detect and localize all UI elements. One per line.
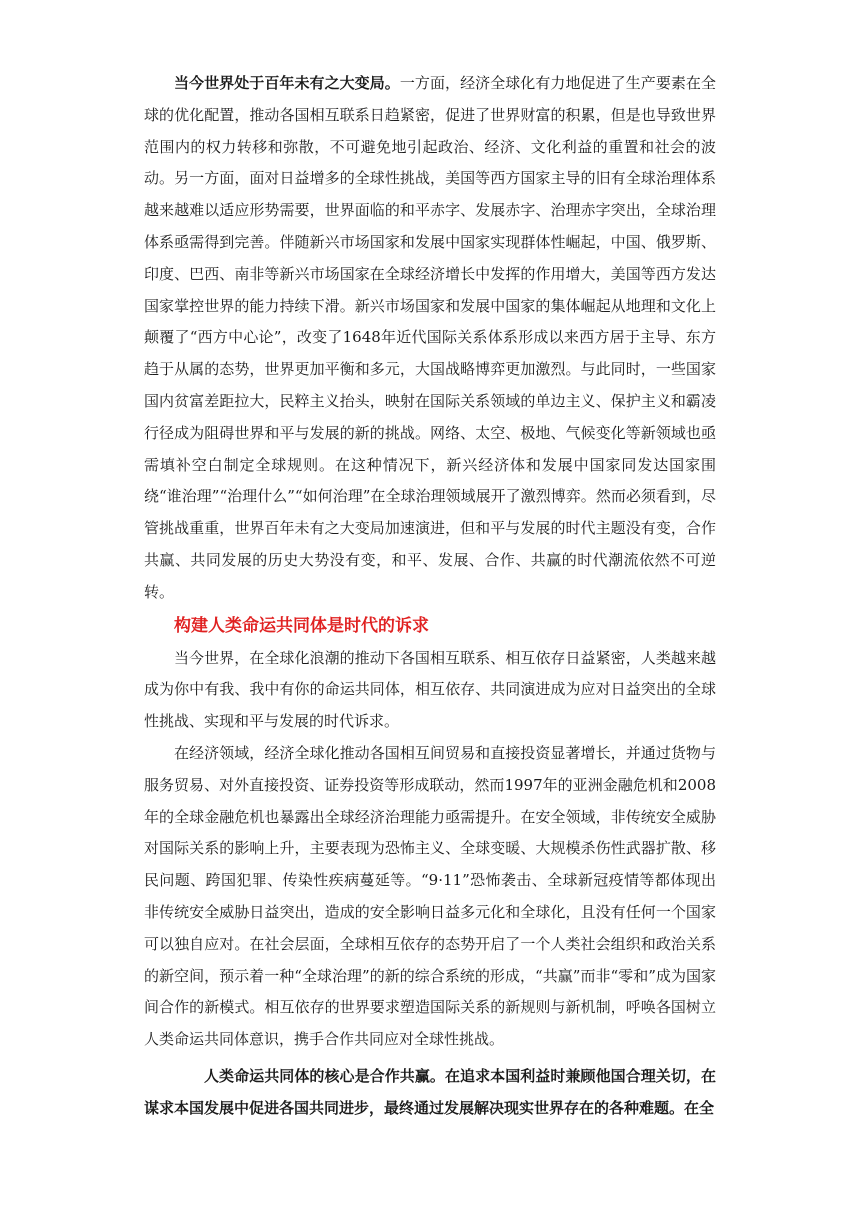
paragraph-2: 当今世界，在全球化浪潮的推动下各国相互联系、相互依存日益紧密，人类越来越成为你中有我、我中有你的命运共同体，相互依存、共同演进成为应对日益突出的全球性挑战、实现和平与发展的时代诉求。 (144, 648, 716, 731)
section-heading: 构建人类命运共同体是时代的诉求 (174, 615, 429, 636)
paragraph-1 (144, 68, 716, 609)
paragraph-1-text: 一方面，经济全球化有力地促进了生产要素在全球的优化配置，推动各国相互联系日趋紧密，促进了世界财富的积累，但是也导致世界范围内的权力转移和弥散，不可避免地引起政治、经济、文化利益的重置和社会的波动。另一方面，面对日益增多的全球性挑战，美国等西方国家主导的旧有全球治理体系越来越难以适应形势需要，世界面临的和平赤字、发展赤字、治理赤字突出，全球治理体系亟需得到完善。伴随新兴市场国家和发展中国家实现群体性崛起，中国、俄罗斯、印度、巴西、南非等新兴市场国家在全球经济增长中发挥的作用增大，美国等西方发达国家掌控世界的能力持续下滑。新兴市场国家和发展中国家的集体崛起从地理和文化上颠覆了“西方中心论”，改变了1648年近代国际关系体系形成以来西方居于主导、东方趋于从属的态势，世界更加平衡和多元，大国战略博弈更加激烈。与此同时，一些国家国内贫富差距拉大，民粹主义抬头，映射在国际关系领域的单边主义、保护主义和霸凌行径成为阻碍世界和平与发展的新的挑战。网络、太空、极地、气候变化等新领域也亟需填补空白制定全球规则。在这种情况下，新兴经济体和发展中国家同发达国家围绕“谁治理”“治理什么”“如何治理”在全球治理领域展开了激烈博弈。然而必须看到，尽管挑战重重，世界百年未有之大变局加速演进，但和平与发展的时代主题没有变，合作共赢、共同发展的历史大势没有变，和平、发展、合作、共赢的时代潮流依然不可逆转。 (144, 74, 716, 601)
paragraph-1-lead: 当今世界处于百年未有之大变局。 (174, 74, 400, 92)
document-body (144, 68, 716, 1124)
paragraph-3: 在经济领域，经济全球化推动各国相互间贸易和直接投资显著增长，并通过货物与服务贸易、对外直接投资、证券投资等形成联动，然而1997年的亚洲金融危机和2008年的全球金融危机也暴露出全球经济治理能力亟需提升。在安全领域，非传统安全威胁对国际关系的影响上升，主要表现为恐怖主义、全球变暖、大规模杀伤性武器扩散、移民问题、跨国犯罪、传染性疾病蔓延等。“9·11”恐怖袭击、全球新冠疫情等都体现出非传统安全威胁日益突出，造成的安全影响日益多元化和全球化，且没有任何一个国家可以独自应对。在社会层面，全球相互依存的态势开启了一个人类社会组织和政治关系的新空间，预示着一种“全球治理”的新的综合系统的形成，“共赢”而非“零和”成为国家间合作的新模式。相互依存的世界要求塑造国际关系的新规则与新机制，呼唤各国树立人类命运共同体意识，携手合作共同应对全球性挑战。 (144, 743, 716, 1049)
paragraph-4: 人类命运共同体的核心是合作共赢。在追求本国利益时兼顾他国合理关切，在谋求本国发展中促进各国共同进步，最终通过发展解决现实世界存在的各种难题。在全 (144, 1066, 716, 1117)
